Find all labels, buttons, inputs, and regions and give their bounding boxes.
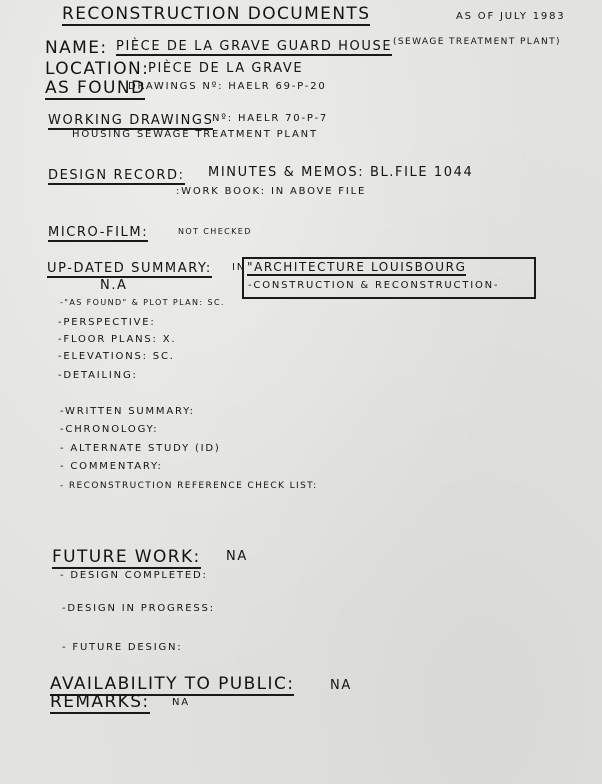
list-item-perspective: -PERSPECTIVE: [58,317,156,328]
as-found-label: AS FOUND [45,78,146,98]
updated-summary-label: UP-DATED SUMMARY: [47,261,212,276]
availability-label: AVAILABILITY TO PUBLIC: [50,674,295,694]
name-value: PIÈCE DE LA GRAVE GUARD HOUSE [116,39,393,54]
availability-value: NA [330,678,352,693]
list-item-floor-plans: -FLOOR PLANS: X. [58,334,177,345]
document-date: AS OF JULY 1983 [456,11,566,22]
list-item-chronology: -CHRONOLOGY: [60,424,159,435]
working-drawings-subtitle: HOUSING SEWAGE TREATMENT PLANT [72,129,318,140]
name-label: NAME: [45,38,108,58]
list-item-elevations: -ELEVATIONS: SC. [58,351,175,362]
future-work-value: NA [226,549,248,564]
future-work-future-design: - FUTURE DESIGN: [62,642,183,653]
updated-summary-prefix: IN [232,262,247,273]
design-record-value: MINUTES & MEMOS: BL.FILE 1044 [208,165,474,180]
design-record-work-book: :WORK BOOK: IN ABOVE FILE [176,186,367,197]
micro-film-value: NOT CHECKED [178,227,252,236]
list-item-commentary: - COMMENTARY: [60,461,163,472]
location-label: LOCATION: [45,59,150,79]
future-work-label: FUTURE WORK: [52,547,201,567]
location-value: PIÈCE DE LA GRAVE [148,61,304,76]
working-drawings-label: WORKING DRAWINGS [48,113,214,128]
future-work-design-completed: - DESIGN COMPLETED: [60,570,208,581]
remarks-value: NA [172,697,190,708]
list-item-reference-check-list: - RECONSTRUCTION REFERENCE CHECK LIST: [60,481,318,491]
document-title: RECONSTRUCTION DOCUMENTS [62,4,371,24]
name-note: (SEWAGE TREATMENT PLANT) [393,37,561,47]
micro-film-label: MICRO-FILM: [48,225,149,240]
reference-box-line2: -CONSTRUCTION & RECONSTRUCTION- [248,280,500,291]
list-item-detailing: -DETAILING: [58,370,138,381]
reference-box-line1: "ARCHITECTURE LOUISBOURG [247,260,467,274]
design-record-label: DESIGN RECORD: [48,168,185,183]
as-found-text: DRAWINGS Nº: HAELR 69-P-20 [128,81,327,92]
list-item-alternate-study: - ALTERNATE STUDY (ID) [60,443,221,454]
list-item-as-found-plot-plan: -"AS FOUND" & PLOT PLAN: SC. [60,298,225,307]
future-work-design-in-progress: -DESIGN IN PROGRESS: [62,603,215,614]
list-item-written-summary: -WRITTEN SUMMARY: [60,406,195,417]
working-drawings-value: Nº: HAELR 70-P-7 [212,113,329,124]
remarks-label: REMARKS: [50,692,150,712]
updated-summary-value: N.A [100,278,128,293]
